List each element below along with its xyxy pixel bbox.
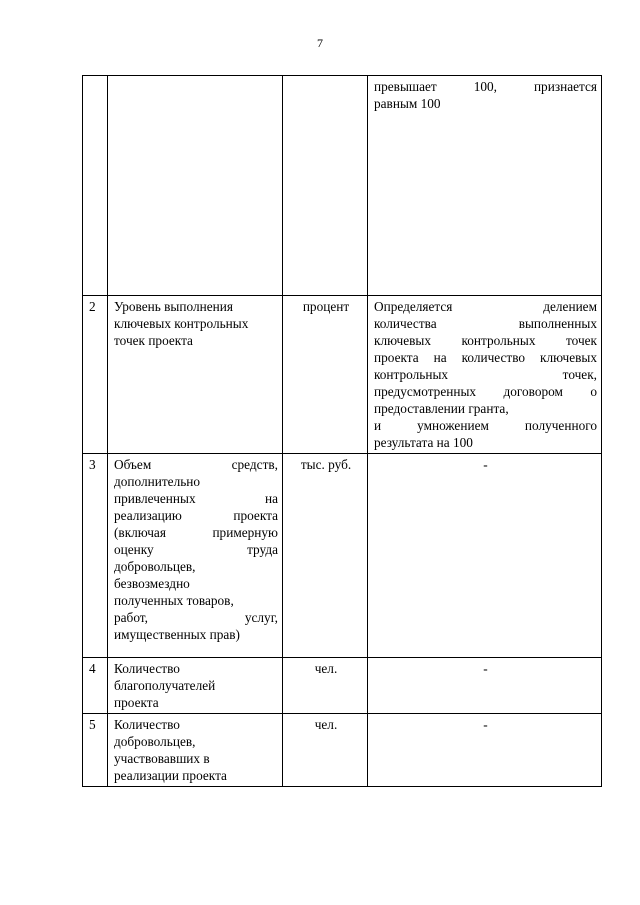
text-line: проекта на количество ключевых — [374, 350, 597, 365]
row-number: 5 — [83, 714, 108, 787]
text-line: Количество — [114, 661, 180, 676]
unit-of-measure: чел. — [283, 714, 368, 787]
text-line: равным 100 — [374, 96, 441, 111]
text-line: работ, услуг, — [114, 610, 278, 625]
calculation-method — [368, 76, 602, 296]
text-line: результата на 100 — [374, 435, 473, 450]
text-line: Уровень выполнения — [114, 299, 233, 314]
text-line: дополнительно — [114, 474, 201, 489]
text-line: Количество — [114, 717, 180, 732]
unit-of-measure: чел. — [283, 658, 368, 714]
unit-of-measure: процент — [283, 296, 368, 454]
text-line: безвозмездно — [114, 576, 190, 591]
text-line: предусмотренных договором о — [374, 384, 597, 399]
text-line: полученных товаров, — [114, 593, 234, 608]
calculation-method: - — [368, 714, 602, 787]
row-number — [83, 76, 108, 296]
table-row — [83, 76, 602, 296]
indicator-name — [108, 76, 283, 296]
unit-of-measure: тыс. руб. — [283, 454, 368, 658]
text-line: контрольных точек, — [374, 367, 597, 382]
text-line: проекта — [114, 695, 159, 710]
table-row — [83, 714, 602, 787]
text-line: предоставлении гранта, — [374, 401, 509, 416]
text-line: Определяется делением — [374, 299, 597, 314]
text-line: Объем средств, — [114, 457, 278, 472]
row-number: 3 — [83, 454, 108, 658]
text-line: оценку труда — [114, 542, 278, 557]
calculation-method: - — [368, 658, 602, 714]
table-row — [83, 454, 602, 658]
row-number: 4 — [83, 658, 108, 714]
text-line: точек проекта — [114, 333, 193, 348]
text-line: имущественных прав) — [114, 627, 240, 642]
text-line: добровольцев, — [114, 559, 196, 574]
text-line: привлеченных на — [114, 491, 278, 506]
indicator-name — [108, 658, 283, 714]
text-line: реализацию проекта — [114, 508, 278, 523]
text-line: ключевых контрольных — [114, 316, 249, 331]
page-number: 7 — [317, 36, 323, 50]
calculation-method — [368, 296, 602, 454]
table-row — [83, 296, 602, 454]
unit-of-measure — [283, 76, 368, 296]
text-line: превышает 100, признается — [374, 79, 597, 94]
calculation-method: - — [368, 454, 602, 658]
indicator-name — [108, 714, 283, 787]
table-row — [83, 658, 602, 714]
text-line: количества выполненных — [374, 316, 597, 331]
text-line: добровольцев, — [114, 734, 196, 749]
text-line: благополучателей — [114, 678, 216, 693]
text-line: и умножением полученного — [374, 418, 597, 433]
indicator-name — [108, 296, 283, 454]
indicators-table — [82, 75, 602, 787]
text-line: ключевых контрольных точек — [374, 333, 597, 348]
indicator-name — [108, 454, 283, 658]
row-number: 2 — [83, 296, 108, 454]
text-line: реализации проекта — [114, 768, 227, 783]
text-line: (включая примерную — [114, 525, 278, 540]
text-line: участвовавших в — [114, 751, 210, 766]
